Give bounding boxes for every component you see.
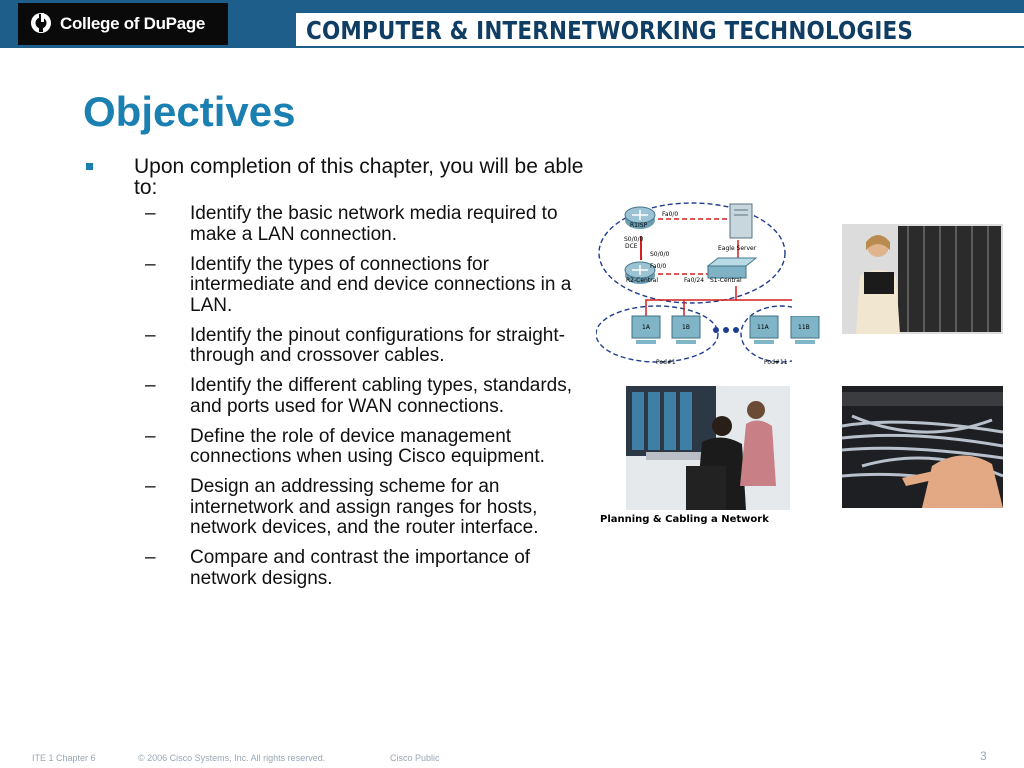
photo-image — [626, 386, 790, 510]
sub-bullet — [83, 204, 593, 245]
s1-label: S1-Central — [710, 277, 742, 284]
header-bar — [0, 0, 1024, 48]
dash-icon: – — [145, 476, 156, 497]
dash-icon: – — [145, 375, 156, 396]
program-title: COMPUTER & INTERNETWORKING TECHNOLOGIES — [306, 16, 914, 45]
square-bullet-icon — [86, 163, 93, 170]
r2-label: R2-Central — [626, 277, 658, 284]
footer-copyright: © 2006 Cisco Systems, Inc. All rights reserved. — [138, 753, 326, 763]
sub-bullet-text: Compare and contrast the importance of network designs. — [190, 547, 531, 589]
program-banner — [296, 13, 1024, 46]
dash-icon: – — [145, 425, 156, 447]
topology-diagram — [596, 196, 792, 372]
photo-patch-cables — [842, 386, 1003, 508]
sub-bullet-text: Define the role of device management connections when using Cisco equipment. — [190, 425, 545, 467]
sub-bullet-text: Identify the different cabling types, standards, and ports used for WAN connections. — [190, 375, 572, 417]
r1-label: R1ISP — [630, 222, 648, 229]
s000-label: S0/0/0 — [624, 236, 644, 243]
fa024-label: Fa0/24 — [684, 277, 705, 284]
slide-title: Objectives — [83, 88, 296, 135]
objectives-list — [83, 156, 593, 599]
pc-1a-label: 1A — [642, 324, 650, 331]
pc-11a-label: 11A — [757, 324, 769, 331]
pc-1b-label: 1B — [682, 324, 690, 331]
switch-icon — [708, 258, 756, 278]
sub-bullet — [83, 427, 593, 468]
dash-icon: – — [145, 324, 156, 346]
sub-bullet-text: Identify the pinout configurations for straight-through and crossover cables. — [190, 324, 565, 366]
ellipsis-dot — [713, 327, 719, 333]
college-logo[interactable] — [18, 3, 228, 45]
pod11-label: Pod#11 — [764, 359, 788, 366]
sub-bullet — [83, 376, 593, 417]
college-logo-icon — [30, 12, 52, 34]
pod1-label: Pod#1 — [656, 359, 676, 366]
figure-caption: Planning & Cabling a Network — [600, 514, 769, 525]
dash-icon: – — [145, 253, 156, 275]
sub-bullet-list — [83, 204, 593, 589]
sub-bullet-text: Design an addressing scheme for an internetwork and assign ranges for hosts, network devices, and the router interface. — [190, 476, 539, 538]
photo-image — [842, 224, 1003, 334]
server-icon — [730, 204, 752, 238]
footer-course: ITE 1 Chapter 6 — [32, 753, 96, 763]
photo-image — [842, 386, 1003, 508]
ellipsis-dot — [733, 327, 739, 333]
sub-bullet-text: Identify the basic network media required to make a LAN connection. — [190, 203, 558, 245]
photo-technician-racks — [842, 224, 1003, 334]
main-bullet-text: Upon completion of this chapter, you will be able to: — [134, 155, 584, 199]
slide-number: 3 — [980, 749, 987, 763]
sub-bullet — [83, 548, 593, 589]
pc-11b-label: 11B — [798, 324, 810, 331]
footer-classification: Cisco Public — [390, 753, 440, 763]
network-figure — [596, 196, 1008, 536]
server-label: Eagle Server — [718, 245, 757, 252]
sub-bullet-text: Identify the types of connections for intermediate and end device connections in a LAN. — [190, 253, 572, 316]
ellipsis-dot — [723, 327, 729, 333]
dce-label: DCE — [625, 243, 638, 250]
fa00-label: Fa0/0 — [662, 211, 679, 218]
sub-bullet — [83, 255, 593, 317]
sub-bullet — [83, 477, 593, 539]
sub-bullet — [83, 326, 593, 367]
dash-icon: – — [145, 203, 156, 224]
fa00-label: Fa0/0 — [650, 263, 667, 270]
dash-icon: – — [145, 547, 156, 568]
logo-text: College of DuPage — [60, 14, 206, 33]
photo-office-workers — [626, 386, 790, 510]
pc-icon — [790, 316, 826, 346]
main-bullet — [83, 156, 593, 198]
s000-label: S0/0/0 — [650, 251, 670, 258]
switch-pc-links — [646, 286, 736, 316]
